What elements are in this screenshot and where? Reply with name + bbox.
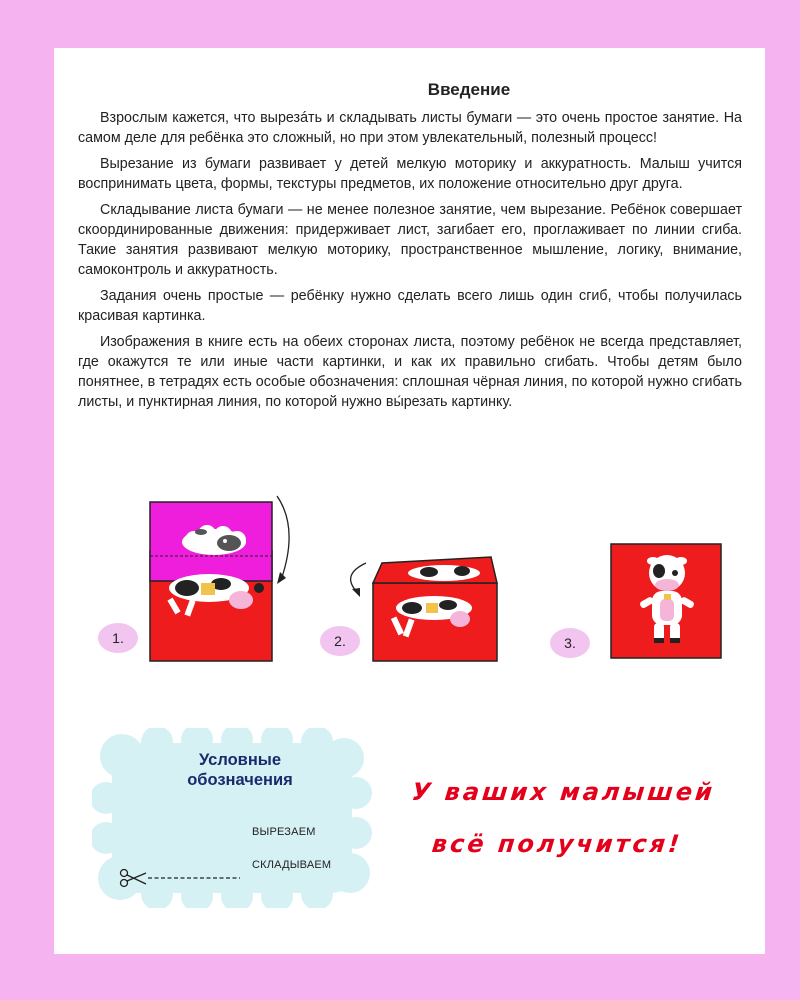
step-3-badge: 3. <box>550 628 590 658</box>
paragraph-1: Взрослым кажется, что вырезáть и складывать листы бумаги — это очень простое занятие. На самом деле для ребёнка это сложный, но при этом увлекательный, полезный процесс! <box>78 110 742 146</box>
cut-label: ВЫРЕЗАЕМ <box>252 826 316 838</box>
legend-title-line1: Условные <box>198 751 282 769</box>
step-1-badge: 1. <box>98 623 138 653</box>
paragraph-3: Складывание листа бумаги — не менее полезное занятие, чем вырезание. Ребёнок совершает скоординированные движения: придерживает лист, загибает его, проглаживает по линии сгиба. Такие занятия развивают мелкую моторику, пространственное мышление, логику, внимание, самоконтроль и аккуратность. <box>78 202 742 278</box>
fold-label: СКЛАДЫВАЕМ <box>252 859 332 871</box>
page-title: Введение <box>427 80 511 99</box>
step-1-illustration <box>149 488 309 663</box>
legend-title <box>144 750 336 790</box>
intro-text <box>78 108 742 418</box>
page <box>54 48 765 954</box>
slogan-line-1: У ваших малышей <box>410 778 717 806</box>
slogan-line-2: всё получится! <box>430 830 684 858</box>
step-2-illustration <box>344 553 504 663</box>
paragraph-4: Задания очень простые — ребёнку нужно сделать всего лишь один сгиб, чтобы получилась красивая картинка. <box>78 288 742 324</box>
step-2-badge: 2. <box>320 626 360 656</box>
legend-title-line2: обозначения <box>187 771 293 789</box>
paragraph-5: Изображения в книге есть на обеих сторонах листа, поэтому ребёнок не всегда представляет, где окажутся те или иные части картинки, и как их правильно сгибать. Чтобы детям было понятнее, в тетрадях есть особые обозначения: сплошная чёрная линия, по которой нужно сгибать листы, и пунктирная линия, по которой нужно вы́резать картинку. <box>78 334 742 410</box>
step-3-illustration <box>610 543 724 661</box>
paragraph-2: Вырезание из бумаги развивает у детей мелкую моторику и аккуратность. Малыш учится воспринимать цвета, формы, текстуры предметов, их положение относительно друг друга. <box>78 156 742 192</box>
